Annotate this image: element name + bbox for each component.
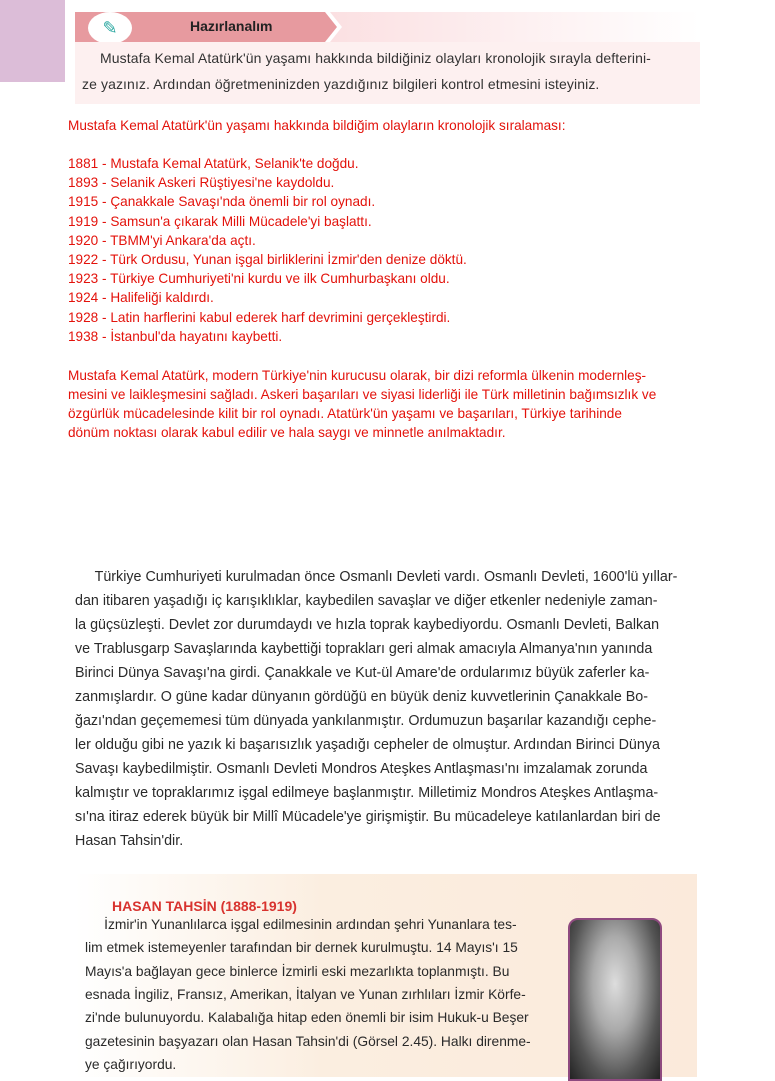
info-box-line: İzmir'in Yunanlılarca işgal edilmesinin ardından şehri Yunanlara tes- <box>85 917 517 932</box>
paragraph-line: Savaşı kaybedilmiştir. Osmanlı Devleti Mondros Ateşkes Antlaşması'nı imzalamak zorunda <box>75 761 648 777</box>
paragraph-line: kalmıştır ve topraklarımız işgal edilmeye başlanmıştır. Milletimiz Mondros Ateşkes Antlaşma- <box>75 785 659 801</box>
prep-instructions <box>75 42 700 104</box>
page-side-tab <box>0 0 65 82</box>
summary-line: dönüm noktası olarak kabul edilir ve hala saygı ve minnetle anılmaktadır. <box>68 425 506 440</box>
prep-line: Mustafa Kemal Atatürk'ün yaşamı hakkında bildiğiniz olayları kronolojik sırayla defterini- <box>100 50 651 66</box>
paragraph-line: Türkiye Cumhuriyeti kurulmadan önce Osmanlı Devleti vardı. Osmanlı Devleti, 1600'lü yıllar- <box>75 569 678 585</box>
timeline-event: 1893 - Selanik Askeri Rüştiyesi'ne kaydoldu. <box>68 175 335 191</box>
paragraph-line: dan itibaren yaşadığı iç karışıklıklar, kaybedilen savaşlar ve diğer etkenler nedeniyle zaman- <box>75 593 658 609</box>
info-box-line: gazetesinin başyazarı olan Hasan Tahsin'di (Görsel 2.45). Halkı direnme- <box>85 1033 531 1049</box>
timeline-event: 1923 - Türkiye Cumhuriyeti'ni kurdu ve ilk Cumhurbaşkanı oldu. <box>68 271 450 287</box>
hasan-tahsin-portrait <box>568 918 662 1081</box>
paragraph-line: ve Trablusgarp Savaşlarında kaybettiği toprakları geri almak amacıyla Almanya'nın yanında <box>75 641 653 657</box>
timeline-event: 1922 - Türk Ordusu, Yunan işgal birliklerini İzmir'den denize döktü. <box>68 252 467 267</box>
summary-line: özgürlük mücadelesinde kilit bir rol oynadı. Atatürk'ün yaşamı ve başarıları, Türkiye tarihinde <box>68 406 622 421</box>
timeline-event: 1924 - Halifeliği kaldırdı. <box>68 290 214 306</box>
info-box-line: lim etmek istemeyenler tarafından bir dernek kurulmuştu. 14 Mayıs'ı 15 <box>85 940 518 956</box>
info-box-line: zi'nde bulunuyordu. Kalabalığa hitap eden önemli bir isim Hukuk-u Beşer <box>85 1010 529 1026</box>
timeline-event: 1919 - Samsun'a çıkarak Milli Mücadele'yi başlattı. <box>68 213 372 229</box>
answer-heading: Mustafa Kemal Atatürk'ün yaşamı hakkında bildiğim olayların kronolojik sıralaması: <box>68 118 566 133</box>
paragraph-line: zanmışlardır. O güne kadar dünyanın gördüğü en büyük deniz kuvvetlerinin Çanakkale Bo- <box>75 689 649 705</box>
paragraph-line: ğazı'ndan geçememesi tüm dünyada yankılanmıştır. Ordumuzun başarılar kazandığı cephe- <box>75 713 657 729</box>
timeline-event: 1915 - Çanakkale Savaşı'nda önemli bir rol oynadı. <box>68 194 376 210</box>
prep-line: ze yazınız. Ardından öğretmeninizden yazdığınız bilgileri kontrol etmesini isteyiniz. <box>82 76 600 92</box>
paragraph-line: Birinci Dünya Savaşı'na girdi. Çanakkale ve Kut-ül Amare'de ordularımız büyük zaferler ka- <box>75 665 650 681</box>
timeline-event: 1938 - İstanbul'da hayatını kaybetti. <box>68 328 283 344</box>
paragraph-line: Hasan Tahsin'dir. <box>75 833 184 849</box>
info-box-line: Mayıs'a bağlayan gece binlerce İzmirli eski mezarlıkta toplanmıştı. Bu <box>85 963 510 979</box>
summary-line: mesini ve laikleşmesini sağladı. Askeri başarıları ve siyasi liderliği ile Türk milletinin bağımsızlık ve <box>68 387 657 402</box>
timeline-event: 1920 - TBMM'yi Ankara'da açtı. <box>68 232 256 248</box>
paragraph-line: sı'na itiraz ederek büyük bir Millî Mücadele'ye girişmiştir. Bu mücadeleye katılanlardan biri de <box>75 809 661 825</box>
timeline-event: 1928 - Latin harflerini kabul ederek harf devrimini gerçekleştirdi. <box>68 309 451 325</box>
section-header-tail <box>330 12 700 42</box>
info-box-line: esnada İngiliz, Fransız, Amerikan, İtalyan ve Yunan zırhlıları İzmir Körfe- <box>85 986 526 1002</box>
paragraph-line: la güçsüzleşti. Devlet zor durumdaydı ve hızla toprak kaybediyordu. Osmanlı Devleti, Balkan <box>75 617 660 633</box>
info-box-line: ye çağırıyordu. <box>85 1056 177 1072</box>
summary-line: Mustafa Kemal Atatürk, modern Türkiye'nin kurucusu olarak, bir dizi reformla ülkenin modernleş- <box>68 368 647 383</box>
info-box-title: HASAN TAHSİN (1888-1919) <box>112 898 297 914</box>
section-title: Hazırlanalım <box>190 18 273 34</box>
timeline-event: 1881 - Mustafa Kemal Atatürk, Selanik'te doğdu. <box>68 156 359 171</box>
paragraph-line: ler olduğu gibi ne yazık ki başarısızlık yaşadığı cepheler de olmuştur. Ardından Birinci Dünya <box>75 737 660 753</box>
notebook-magnifier-icon: ✎ <box>88 12 132 44</box>
